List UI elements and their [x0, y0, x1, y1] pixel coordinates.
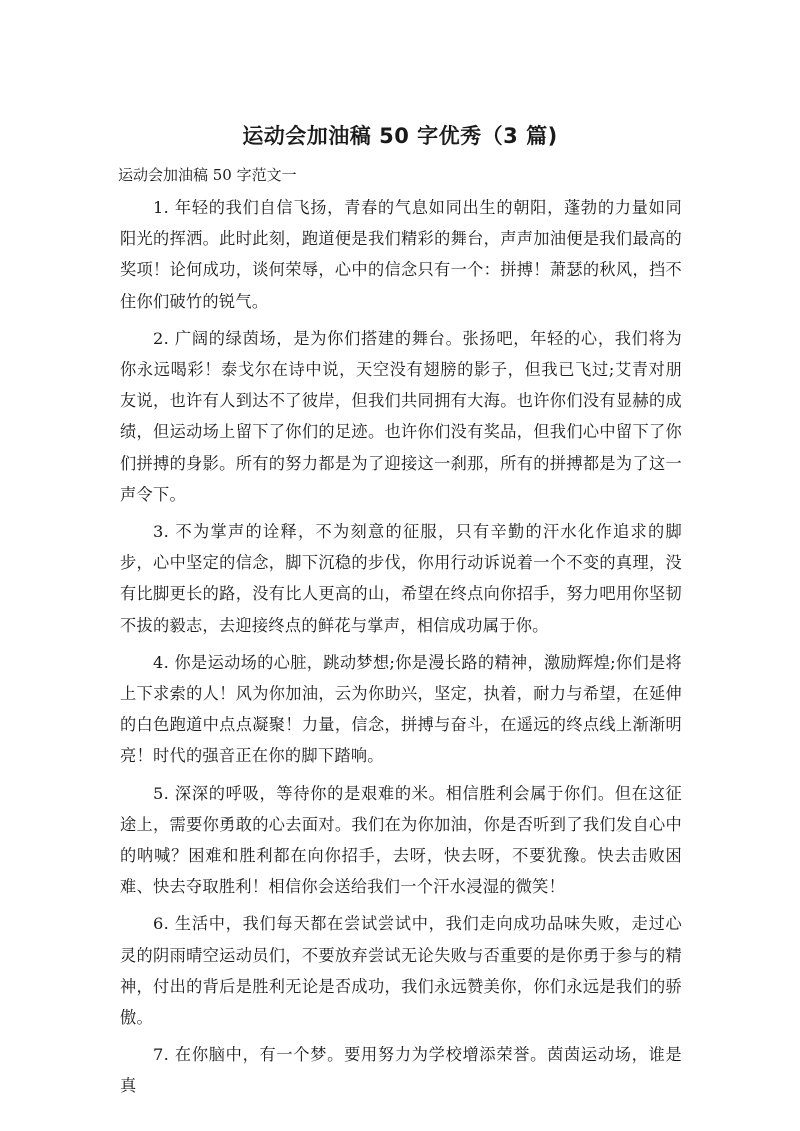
paragraph-7: 7. 在你脑中，有一个梦。要用努力为学校增添荣誉。茵茵运动场，谁是真	[120, 1045, 682, 1096]
document-subtitle: 运动会加油稿 50 字范文一	[118, 166, 297, 184]
paragraph-6: 6. 生活中，我们每天都在尝试尝试中，我们走向成功品味失败，走过心灵的阴雨晴空运动员们，不要放弃尝试无论失败与否重要的是你勇于参与的精神，付出的背后是胜利无论是否成功，我们永远赞美你，你们永远是我们的骄傲。	[120, 914, 682, 1028]
document-body	[120, 192, 682, 1108]
paragraph-1: 1. 年轻的我们自信飞扬，青春的气息如同出生的朝阳，蓬勃的力量如同阳光的挥洒。此时此刻，跑道便是我们精彩的舞台，声声加油便是我们最高的奖项！论何成功，谈何荣辱，心中的信念只有一个：拼搏！萧瑟的秋风，挡不住你们破竹的锐气。	[120, 198, 682, 311]
paragraph-5: 5. 深深的呼吸，等待你的是艰难的米。相信胜利会属于你们。但在这征途上，需要你勇敢的心去面对。我们在为你加油，你是否听到了我们发自心中的呐喊？困难和胜利都在向你招手，去呀，快去呀，不要犹豫。快去击败困难、快去夺取胜利！相信你会送给我们一个汗水浸湿的微笑！	[120, 783, 682, 897]
paragraph-2: 2. 广阔的绿茵场，是为你们搭建的舞台。张扬吧，年轻的心，我们将为你永远喝彩！泰戈尔在诗中说，天空没有翅膀的影子，但我已飞过;艾青对朋友说，也许有人到达不了彼岸，但我们共同拥有大海。也许你们没有显赫的成绩，但运动场上留下了你们的足迹。也许你们没有奖品，但我们心中留下了你们拼搏的身影。所有的努力都是为了迎接这一刹那，所有的拼搏都是为了这一声令下。	[120, 328, 682, 504]
paragraph-4: 4. 你是运动场的心脏，跳动梦想;你是漫长路的精神，激励辉煌;你们是将上下求索的人！风为你加油，云为你助兴，坚定，执着，耐力与希望，在延伸的白色跑道中点点凝聚！力量，信念，拼搏与奋斗，在遥远的终点线上渐渐明亮！时代的强音正在你的脚下踏响。	[120, 652, 682, 766]
document-title: 运动会加油稿 50 字优秀（3 篇)	[242, 124, 558, 148]
paragraph-3: 3. 不为掌声的诠释，不为刻意的征服，只有辛勤的汗水化作追求的脚步，心中坚定的信念，脚下沉稳的步伐，你用行动诉说着一个不变的真理，没有比脚更长的路，没有比人更高的山，希望在终点向你招手，努力吧用你坚韧不拔的毅志，去迎接终点的鲜花与掌声，相信成功属于你。	[120, 522, 682, 635]
